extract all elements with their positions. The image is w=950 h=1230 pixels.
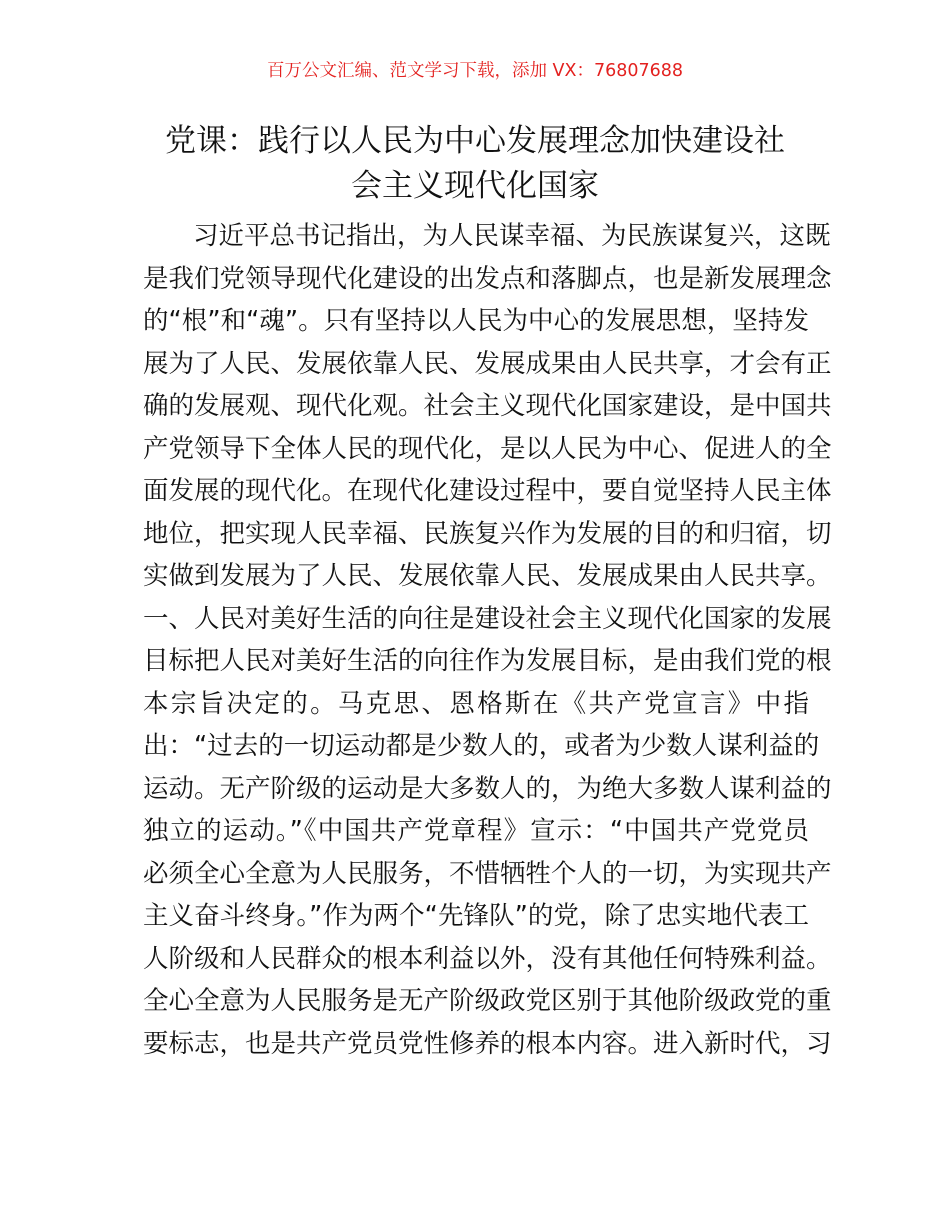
body-text-line: 展为了人民、发展依靠人民、发展成果由人民共享，才会有正 [143, 348, 832, 379]
body-text-line: 实做到发展为了人民、发展依靠人民、发展成果由人民共享。 [143, 561, 832, 591]
body-text-line: 独立的运动。”《中国共产党章程》宣示：“中国共产党党员 [143, 816, 809, 846]
body-text-line: 的“根”和“魂”。只有坚持以人民为中心的发展思想，坚持发 [143, 306, 809, 336]
body-text-line: 习近平总书记指出，为人民谋幸福、为民族谋复兴，这既 [193, 221, 831, 251]
body-text-line: 一、人民对美好生活的向往是建设社会主义现代化国家的发展 [143, 603, 832, 634]
watermark-header: 百万公文汇编、范文学习下载，添加 VX：76807688 [266, 61, 684, 81]
body-text-line: 确的发展观、现代化观。社会主义现代化国家建设，是中国共 [143, 391, 832, 421]
body-text-line: 出：“过去的一切运动都是少数人的，或者为少数人谋利益的 [143, 731, 820, 761]
body-text-line: 目标把人民对美好生活的向往作为发展目标，是由我们党的根 [143, 646, 832, 676]
body-text-line: 产党领导下全体人民的现代化，是以人民为中心、促进人的全 [143, 433, 832, 464]
body-text-line: 本宗旨决定的。马克思、恩格斯在《共产党宣言》中指 [143, 688, 809, 719]
body-text-line: 要标志，也是共产党员党性修养的根本内容。进入新时代，习 [143, 1028, 832, 1059]
document-title-line-1: 党课：践行以人民为中心发展理念加快建设社 [165, 123, 785, 159]
document-title-line-2: 会主义现代化国家 [351, 168, 599, 204]
body-text-line: 人阶级和人民群众的根本利益以外，没有其他任何特殊利益。 [143, 943, 832, 974]
body-text-line: 主义奋斗终身。”作为两个“先锋队”的党，除了忠实地代表工 [143, 901, 809, 931]
body-text-line: 面发展的现代化。在现代化建设过程中，要自觉坚持人民主体 [143, 476, 832, 506]
body-text-line: 运动。无产阶级的运动是大多数人的，为绝大多数人谋利益的 [143, 773, 832, 804]
document-body [143, 215, 832, 1065]
body-text-line: 地位，把实现人民幸福、民族复兴作为发展的目的和归宿，切 [143, 518, 832, 549]
body-text-line: 全心全意为人民服务是无产阶级政党区别于其他阶级政党的重 [143, 986, 832, 1016]
body-text-line: 是我们党领导现代化建设的出发点和落脚点，也是新发展理念 [143, 263, 832, 294]
body-text-line: 必须全心全意为人民服务，不惜牺牲个人的一切，为实现共产 [143, 858, 832, 889]
